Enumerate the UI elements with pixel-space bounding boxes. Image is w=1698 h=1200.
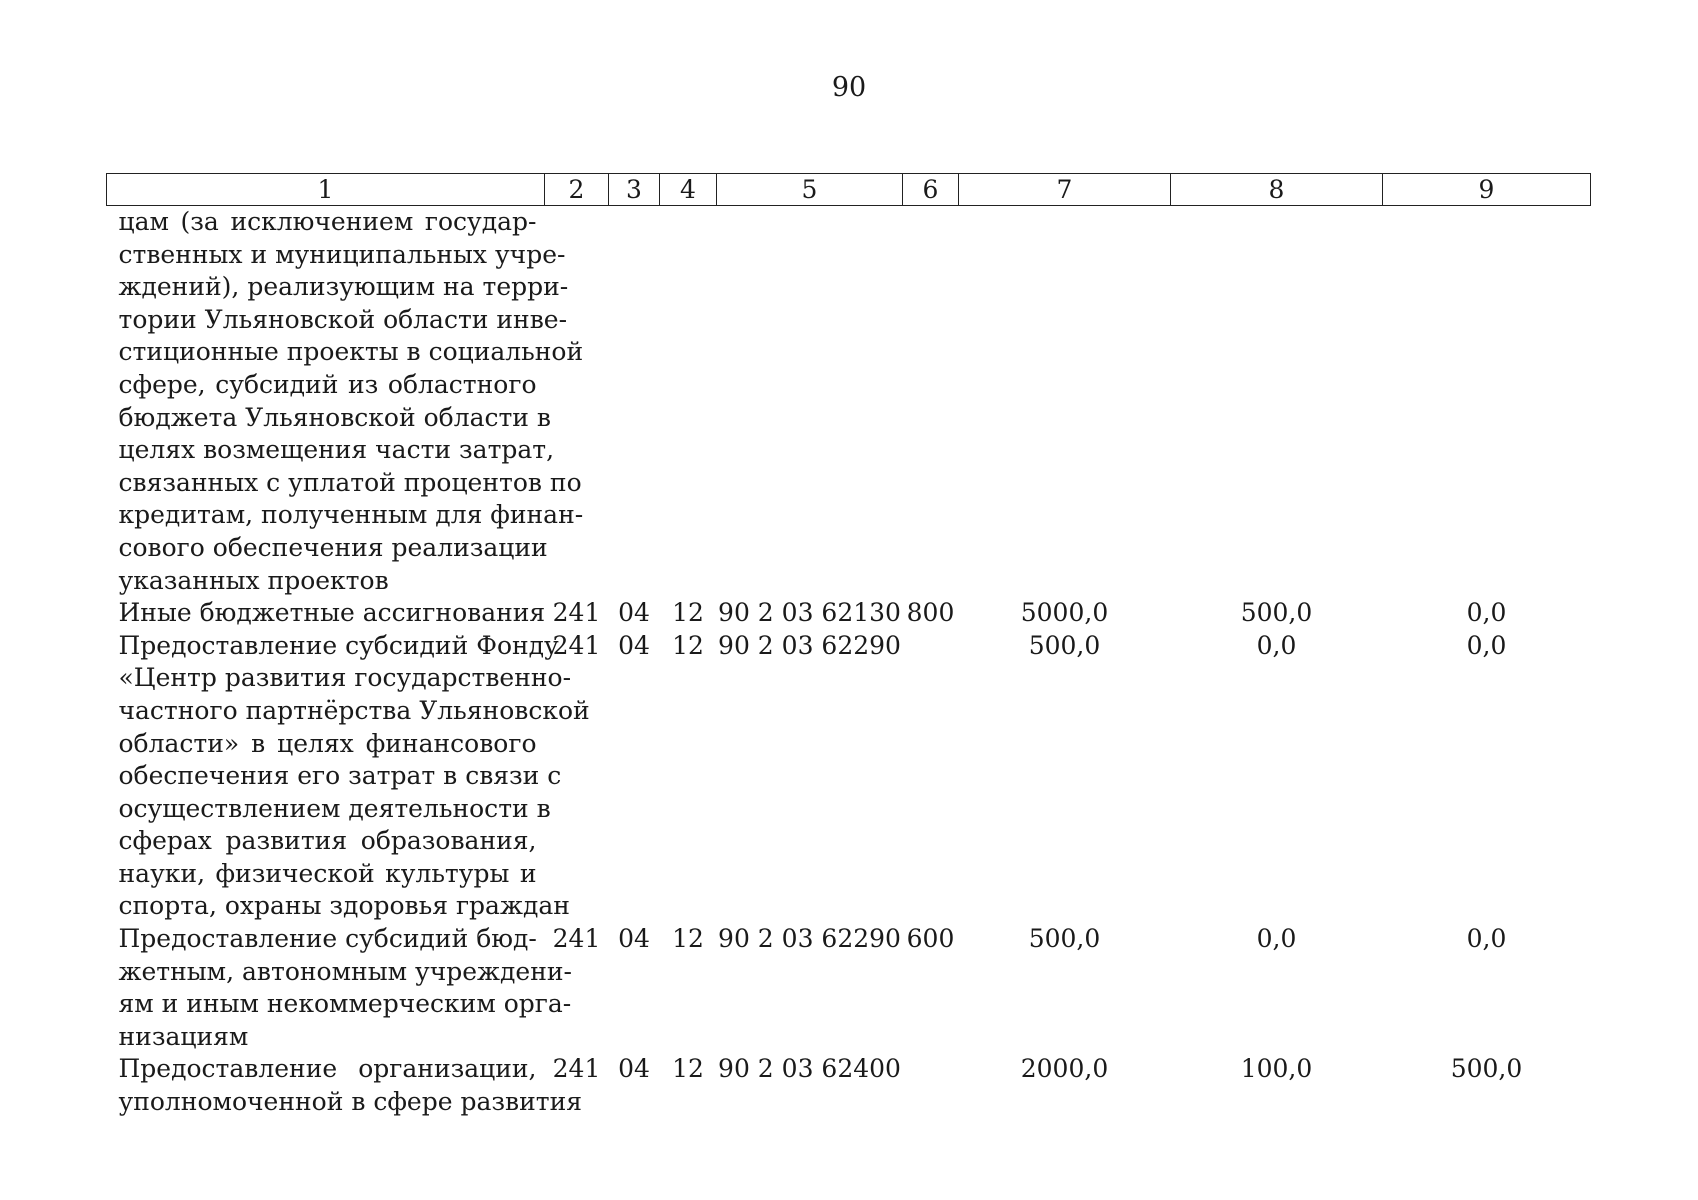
cell-col-3: 04 (618, 924, 650, 954)
cell-col-6 (903, 630, 959, 923)
description-line: науки, физической культуры и (118, 858, 537, 888)
description-line: тории Ульяновской области инве- (118, 304, 568, 334)
cell-col-9 (1383, 206, 1591, 598)
cell-col-4 (660, 206, 717, 598)
column-header-3: 3 (609, 174, 660, 206)
description-line: связанных с уплатой процентов по (118, 467, 582, 497)
page-number: 90 (831, 72, 867, 103)
cell-col-2: 241 (552, 630, 601, 660)
column-header-9: 9 (1383, 174, 1591, 206)
column-header-5: 5 (717, 174, 903, 206)
description-line: сфере, субсидий из областного (118, 369, 537, 399)
cell-col-4: 12 (672, 1054, 704, 1084)
cell-col-6 (903, 1053, 959, 1118)
description-line: сферах развития образования, (118, 826, 537, 856)
description-line: Предоставление организации, (118, 1054, 537, 1084)
cell-col-2: 241 (552, 1054, 601, 1084)
description-line: осуществлением деятельности в (118, 793, 551, 823)
cell-col-3 (609, 206, 660, 598)
column-header-4: 4 (660, 174, 717, 206)
column-header-7: 7 (959, 174, 1171, 206)
column-header-6: 6 (903, 174, 959, 206)
budget-table (106, 173, 1591, 1119)
cell-col-8: 500,0 (1240, 598, 1313, 628)
cell-col-6 (903, 206, 959, 598)
description-line: жетным, автономным учреждени- (118, 956, 572, 986)
description-line: Иные бюджетные ассигнования (118, 598, 546, 628)
cell-col-4: 12 (672, 598, 704, 628)
table-row (107, 597, 1591, 630)
cell-col-7: 500,0 (1028, 924, 1101, 954)
cell-col-5: 90 2 03 62130 (718, 598, 901, 628)
cell-col-6: 600 (906, 924, 955, 954)
cell-col-8: 100,0 (1240, 1054, 1313, 1084)
description-line: ям и иным некоммерческим орга- (118, 989, 572, 1019)
column-number-header-row (107, 174, 1591, 206)
description-line: Предоставление субсидий Фонду (118, 630, 559, 660)
description-line: ждений), реализующим на терри- (118, 272, 569, 302)
cell-col-7: 500,0 (1028, 630, 1101, 660)
cell-col-3: 04 (618, 630, 650, 660)
cell-col-8: 0,0 (1256, 630, 1297, 660)
cell-col-8: 0,0 (1256, 924, 1297, 954)
cell-col-2: 241 (552, 598, 601, 628)
description-line: бюджета Ульяновской области в (118, 402, 551, 432)
description-line: Предоставление субсидий бюд- (118, 924, 537, 954)
cell-col-5: 90 2 03 62290 (718, 924, 901, 954)
cell-col-6: 800 (906, 598, 955, 628)
cell-col-8 (1171, 206, 1383, 598)
description-line: стиционные проекты в социальной (118, 337, 584, 367)
table-body (107, 206, 1591, 1119)
cell-col-5 (717, 206, 903, 598)
description-line: цам (за исключением государ- (118, 207, 537, 236)
description-line: кредитам, полученным для финан- (118, 500, 584, 530)
table-row (107, 1053, 1591, 1118)
description-line: частного партнёрства Ульяновской (118, 695, 590, 725)
cell-col-9: 0,0 (1466, 924, 1507, 954)
cell-col-4: 12 (672, 924, 704, 954)
description-line: уполномоченной в сфере развития (118, 1087, 583, 1117)
cell-col-7: 5000,0 (1020, 598, 1109, 628)
table-row (107, 923, 1591, 1053)
row-description (107, 923, 572, 1053)
row-description (107, 206, 584, 598)
table-row (107, 206, 1591, 598)
description-line: обеспечения его затрат в связи с (118, 761, 562, 791)
description-line: спорта, охраны здоровья граждан (118, 891, 570, 921)
cell-col-9: 500,0 (1450, 1054, 1523, 1084)
description-line: указанных проектов (118, 565, 389, 595)
cell-col-5: 90 2 03 62400 (718, 1054, 901, 1084)
cell-col-7: 2000,0 (1020, 1054, 1109, 1084)
column-header-1: 1 (107, 174, 545, 206)
cell-col-3: 04 (618, 1054, 650, 1084)
cell-col-7 (959, 206, 1171, 598)
description-line: ственных и муниципальных учре- (118, 239, 566, 269)
cell-col-3: 04 (618, 598, 650, 628)
table-row (107, 630, 1591, 923)
description-line: сового обеспечения реализации (118, 532, 548, 562)
cell-col-2: 241 (552, 924, 601, 954)
column-header-2: 2 (545, 174, 609, 206)
cell-col-9: 0,0 (1466, 630, 1507, 660)
description-line: области» в целях финансового (118, 728, 537, 758)
cell-col-9: 0,0 (1466, 598, 1507, 628)
cell-col-4: 12 (672, 630, 704, 660)
description-line: целях возмещения части затрат, (118, 435, 555, 465)
row-description (107, 597, 545, 630)
cell-col-5: 90 2 03 62290 (718, 630, 901, 660)
description-line: «Центр развития государственно- (118, 663, 572, 693)
column-header-8: 8 (1171, 174, 1383, 206)
description-line: низациям (118, 1021, 249, 1051)
